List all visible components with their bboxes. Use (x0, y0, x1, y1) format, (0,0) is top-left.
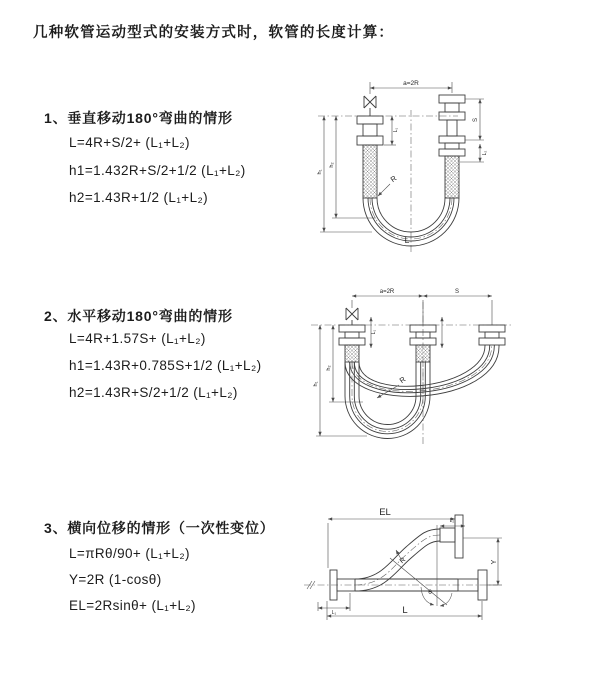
dim-h2 (329, 325, 363, 402)
radius-label: R (397, 374, 408, 386)
flange-right (479, 325, 505, 345)
dim-s (460, 99, 484, 162)
page-title: 几种软管运动型式的安装方式时，软管的长度计算： (33, 25, 395, 41)
el-label: EL (379, 507, 391, 518)
dim-label-span: a=2R (379, 289, 395, 295)
section-2-heading: 2、水平移动180°弯曲的情形 (44, 308, 233, 324)
dim-label-span: a=2R (403, 80, 419, 87)
section-1-formula-l: L=4R+S/2+ (L₁+L₂) (69, 135, 190, 150)
section-3-formula-l: L=πRθ/90+ (L₁+L₂) (69, 546, 190, 561)
dim-label-s: S (454, 289, 460, 295)
flange-right (439, 95, 465, 198)
centerlines (311, 302, 511, 444)
dim-label-h2: h₂ (329, 162, 335, 168)
dim-label-s: S (473, 117, 479, 123)
diagram-vertical-bend (308, 70, 518, 260)
braid-section (363, 145, 377, 198)
section-2-formula-h2: h2=1.43R+S/2+1/2 (L₁+L₂) (69, 385, 238, 400)
theta-label: θ (428, 589, 432, 596)
dim-label-l2: L₂ (482, 150, 488, 156)
section-2-formula-l: L=4R+1.57S+ (L₁+L₂) (69, 331, 206, 346)
dim-label-l1: L₁ (393, 127, 399, 133)
radius-leader (378, 184, 390, 196)
section-1-formula-h2: h2=1.43R+1/2 (L₁+L₂) (69, 190, 209, 205)
section-3-formula-y: Y=2R (1-cosθ) (69, 572, 162, 587)
dim-label-h1: h₁ (313, 381, 319, 387)
dim-label-l1: L₁ (331, 610, 337, 616)
angle-construction (390, 525, 452, 606)
braid-section (445, 156, 459, 198)
dim-label-l1: L₁ (371, 329, 377, 335)
dim-el (328, 519, 455, 568)
centerlines (318, 110, 458, 252)
dim-label-l2: L₂ (449, 518, 455, 524)
valve-icon (346, 308, 358, 325)
dim-span (352, 296, 492, 325)
length-label: L (404, 235, 410, 245)
valve-icon (364, 96, 376, 116)
section-1-heading: 1、垂直移动180°弯曲的情形 (44, 110, 233, 126)
radius-label: R (388, 173, 399, 185)
section-3-formula-el: EL=2Rsinθ+ (L₁+L₂) (69, 598, 196, 613)
flange-left (357, 116, 383, 198)
section-2-formula-h1: h1=1.43R+0.785S+1/2 (L₁+L₂) (69, 358, 262, 373)
braid-section (416, 345, 430, 362)
y-label: Y (491, 559, 498, 565)
section-1-formula-h1: h1=1.432R+S/2+1/2 (L₁+L₂) (69, 163, 246, 178)
section-3-heading: 3、横向位移的情形（一次性变位） (44, 520, 275, 536)
dim-label-h1: h₁ (317, 169, 323, 175)
diagram-horizontal-bend (303, 284, 521, 452)
hose-s-curve (355, 529, 440, 591)
radius-label: R (398, 556, 408, 566)
dim-l1 (371, 317, 442, 348)
flange-left (339, 325, 365, 362)
braid-section (345, 345, 359, 362)
dim-label-h2: h₂ (326, 365, 332, 371)
length-label: L (402, 605, 408, 616)
diagram-lateral-displacement (296, 502, 528, 638)
dim-l1 (318, 593, 350, 611)
